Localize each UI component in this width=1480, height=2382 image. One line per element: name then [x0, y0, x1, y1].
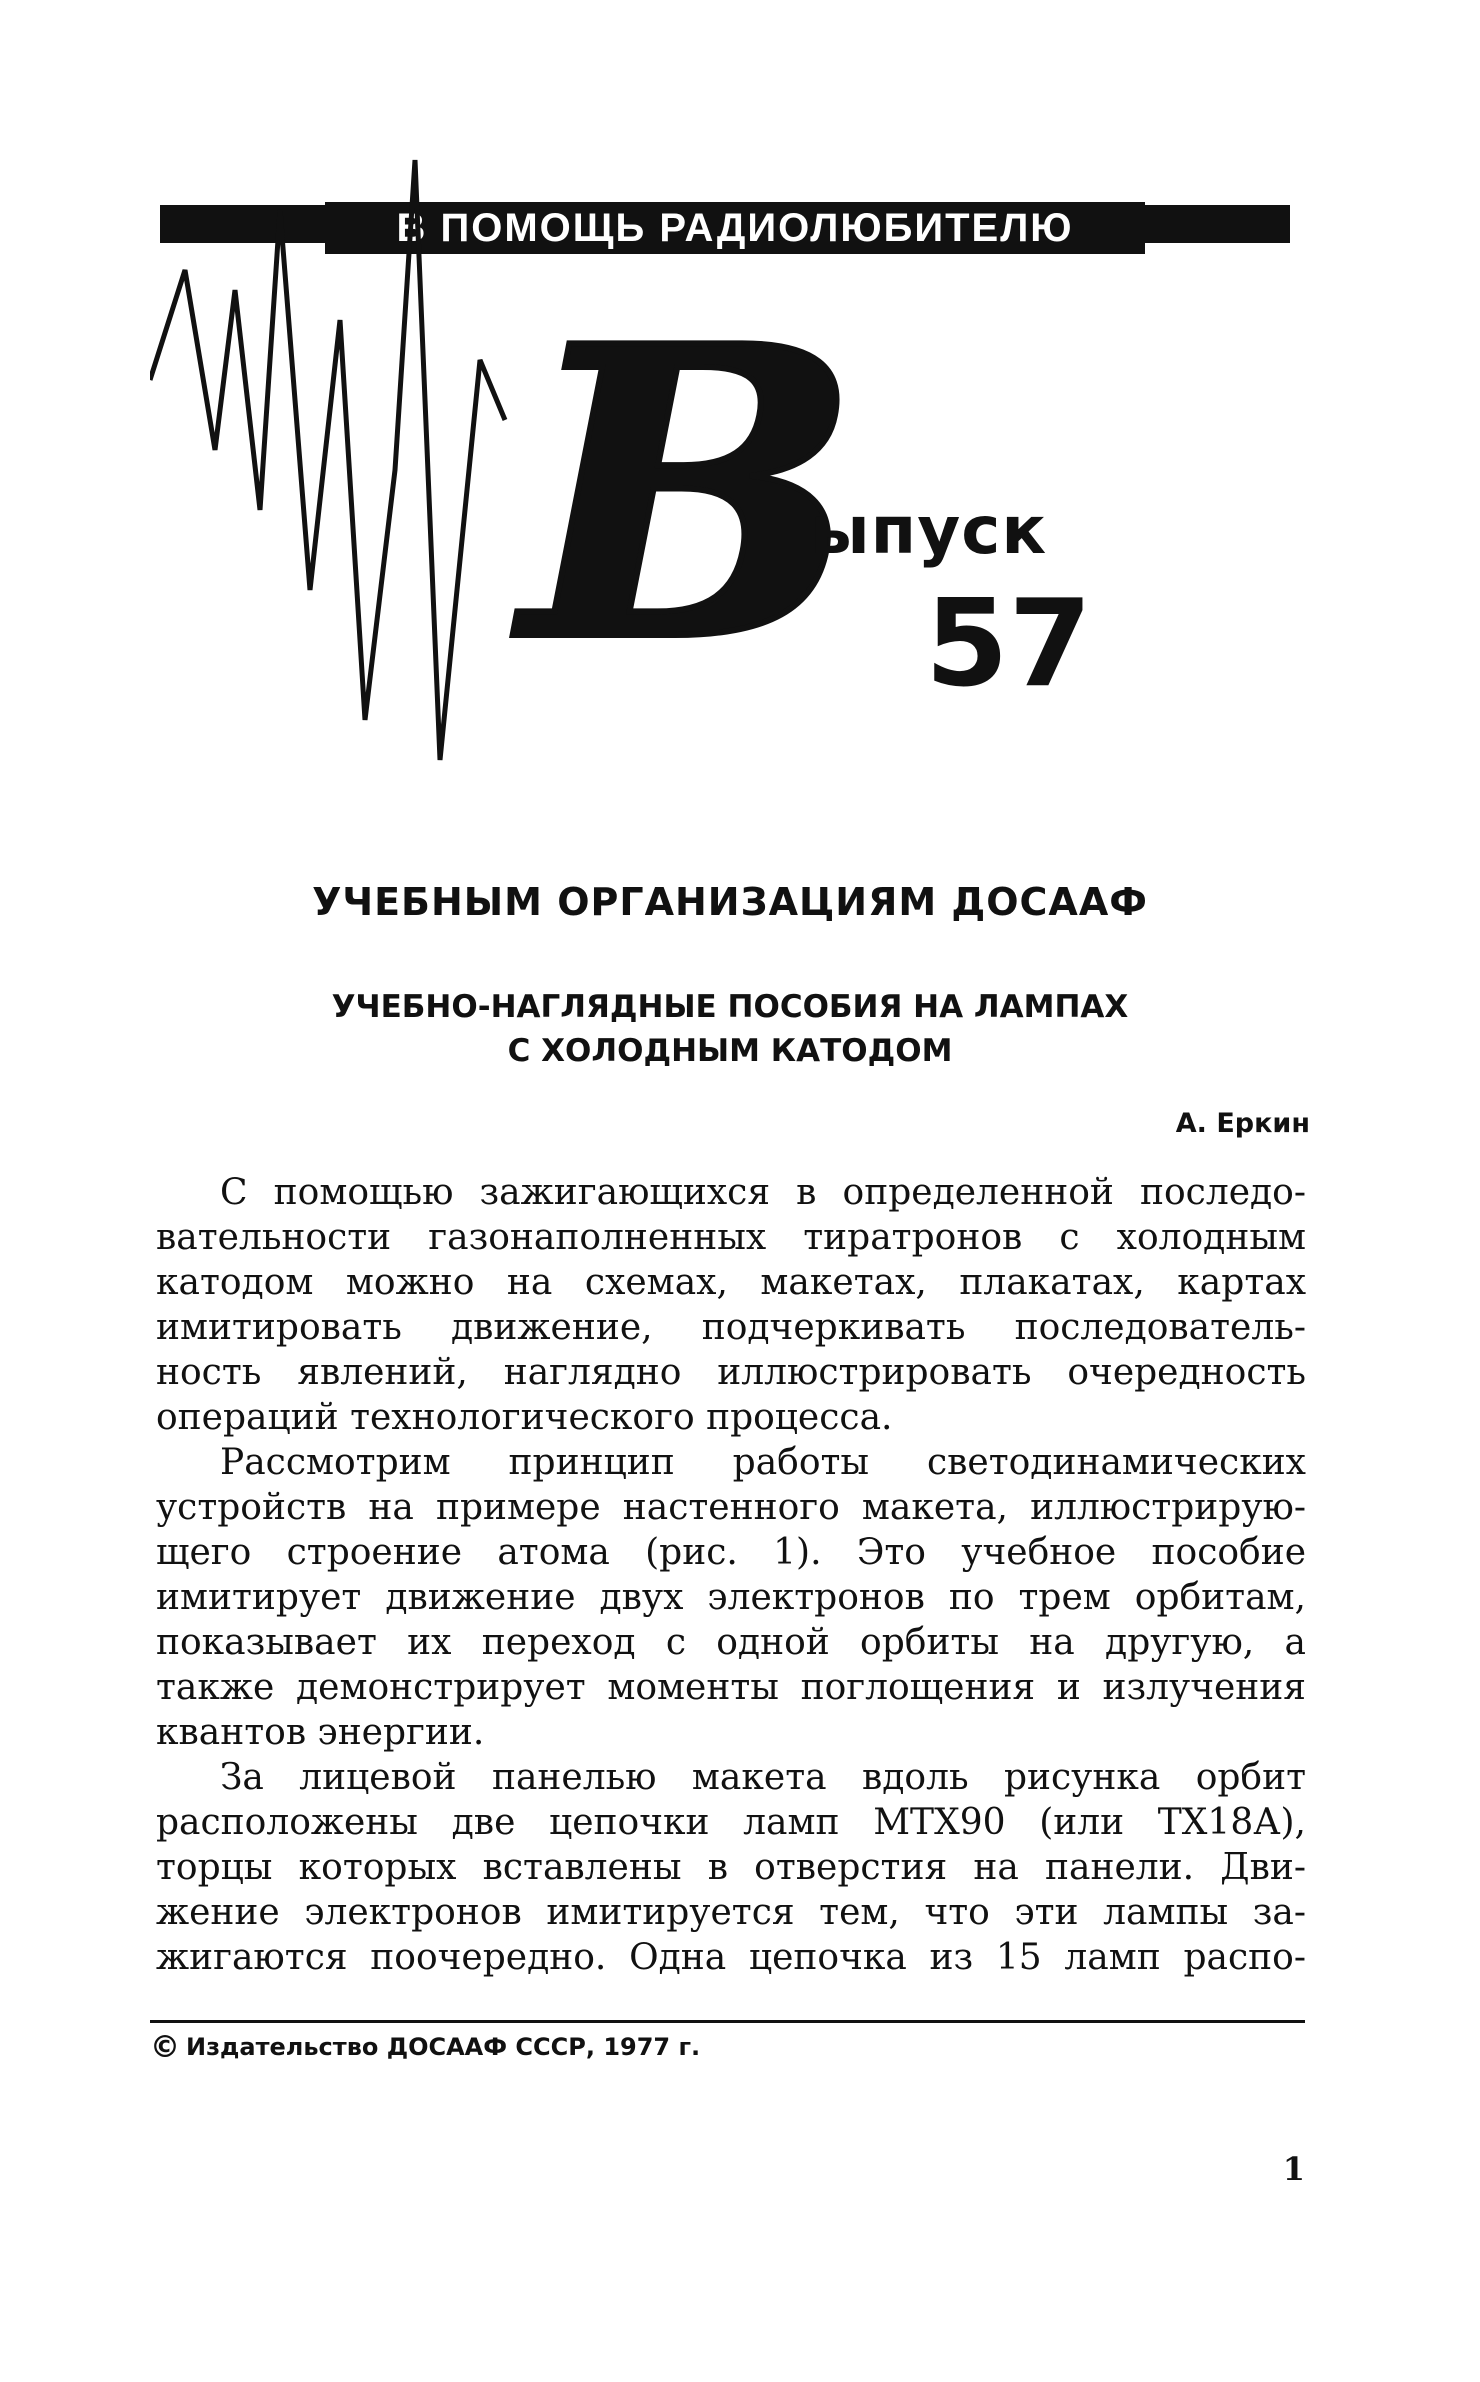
- copyright-notice: [150, 2030, 700, 2065]
- text-line: операций технологического процесса.: [156, 1397, 893, 1438]
- text-line: расположены две цепочки ламп МТХ90 (или ТХ18А),: [156, 1802, 1306, 1843]
- text-line: вательности газонаполненных тиратронов с холодным: [156, 1217, 1306, 1258]
- paragraph-2: [156, 1440, 1306, 1755]
- text-line: Рассмотрим принцип работы светодинамических: [220, 1442, 1306, 1483]
- section-heading: УЧЕБНЫМ ОРГАНИЗАЦИЯМ ДОСААФ: [312, 880, 1148, 924]
- article-title-line-1: УЧЕБНО-НАГЛЯДНЫЕ ПОСОБИЯ НА ЛАМПАХ: [331, 989, 1129, 1025]
- paragraph-1: [156, 1170, 1306, 1440]
- issue-word: ыпуск: [810, 492, 1048, 569]
- text-line: торцы которых вставлены в отверстия на панели. Дви-: [156, 1847, 1306, 1888]
- text-line: катодом можно на схемах, макетах, плакатах, картах: [156, 1262, 1306, 1303]
- masthead: [150, 120, 1300, 770]
- text-line: имитирует движение двух электронов по трем орбитам,: [156, 1577, 1306, 1618]
- text-line: устройств на примере настенного макета, иллюстрирую-: [156, 1487, 1306, 1528]
- text-line: имитировать движение, подчеркивать последователь-: [156, 1307, 1306, 1348]
- footer-divider: [150, 2020, 1305, 2023]
- copyright-text: Издательство ДОСААФ СССР, 1977 г.: [186, 2033, 701, 2061]
- article-title-line-2: С ХОЛОДНЫМ КАТОДОМ: [507, 1033, 953, 1069]
- article-body: [156, 1170, 1306, 1980]
- paragraph-3: [156, 1755, 1306, 1980]
- series-title: В ПОМОЩЬ РАДИОЛЮБИТЕЛЮ: [325, 198, 1145, 258]
- text-line: жигаются поочередно. Одна цепочка из 15 ламп распо-: [156, 1937, 1306, 1978]
- text-line: показывает их переход с одной орбиты на другую, а: [156, 1622, 1306, 1663]
- text-line: квантов энергии.: [156, 1712, 485, 1753]
- text-line: За лицевой панелью макета вдоль рисунка орбит: [220, 1757, 1306, 1798]
- text-line: ность явлений, наглядно иллюстрировать очередность: [156, 1352, 1306, 1393]
- text-line: щего строение атома (рис. 1). Это учебное пособие: [156, 1532, 1306, 1573]
- page-number: 1: [1282, 2150, 1305, 2188]
- text-line: также демонстрирует моменты поглощения и излучения: [156, 1667, 1306, 1708]
- big-letter-v-logo: В: [522, 260, 861, 730]
- oscillogram-wave-decoration: [150, 120, 570, 770]
- article-title: [150, 985, 1310, 1073]
- author: А. Еркин: [1175, 1108, 1310, 1139]
- issue-number: 57: [925, 575, 1092, 714]
- text-line: С помощью зажигающихся в определенной последо-: [220, 1172, 1306, 1213]
- copyright-icon: ©: [150, 2030, 180, 2065]
- text-line: жение электронов имитируется тем, что эти лампы за-: [156, 1892, 1306, 1933]
